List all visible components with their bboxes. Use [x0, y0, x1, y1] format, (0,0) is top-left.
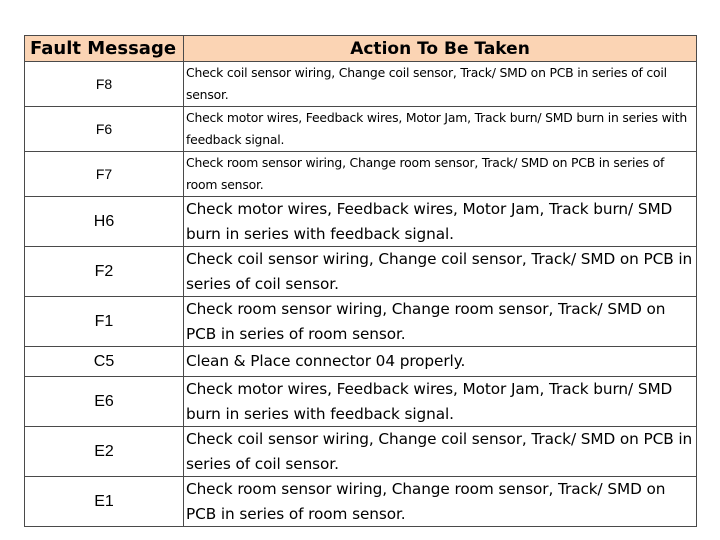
table-row [25, 152, 697, 197]
table-row [25, 427, 697, 477]
fault-code: C5 [25, 347, 184, 377]
table-row [25, 347, 697, 377]
table-header-row [25, 36, 697, 62]
fault-code: H6 [25, 197, 184, 247]
table-row [25, 377, 697, 427]
fault-action-table [24, 35, 697, 527]
action-text: Check room sensor wiring, Change room sensor, Track/ SMD on PCB in series of room sensor. [184, 477, 697, 527]
table-row [25, 247, 697, 297]
fault-code: F7 [25, 152, 184, 197]
action-text: Check coil sensor wiring, Change coil sensor, Track/ SMD on PCB in series of coil sensor. [184, 427, 697, 477]
fault-message-header: Fault Message [25, 36, 184, 62]
fault-code: F6 [25, 107, 184, 152]
action-text: Check motor wires, Feedback wires, Motor Jam, Track burn/ SMD burn in series with feedback signal. [184, 197, 697, 247]
table-row [25, 297, 697, 347]
table-row [25, 107, 697, 152]
fault-code: F8 [25, 62, 184, 107]
fault-code: E6 [25, 377, 184, 427]
action-text: Clean & Place connector 04 properly. [184, 347, 697, 377]
table-row [25, 477, 697, 527]
action-text: Check room sensor wiring, Change room sensor, Track/ SMD on PCB in series of room sensor. [184, 297, 697, 347]
fault-code: F2 [25, 247, 184, 297]
action-text: Check coil sensor wiring, Change coil sensor, Track/ SMD on PCB in series of coil sensor. [184, 247, 697, 297]
fault-code: E1 [25, 477, 184, 527]
table-row [25, 62, 697, 107]
action-text: Check room sensor wiring, Change room sensor, Track/ SMD on PCB in series of room sensor. [184, 152, 697, 197]
fault-code: E2 [25, 427, 184, 477]
action-text: Check coil sensor wiring, Change coil sensor, Track/ SMD on PCB in series of coil sensor. [184, 62, 697, 107]
fault-code: F1 [25, 297, 184, 347]
table-row [25, 197, 697, 247]
action-header: Action To Be Taken [184, 36, 697, 62]
action-text: Check motor wires, Feedback wires, Motor Jam, Track burn/ SMD burn in series with feedback signal. [184, 377, 697, 427]
action-text: Check motor wires, Feedback wires, Motor Jam, Track burn/ SMD burn in series with feedback signal. [184, 107, 697, 152]
